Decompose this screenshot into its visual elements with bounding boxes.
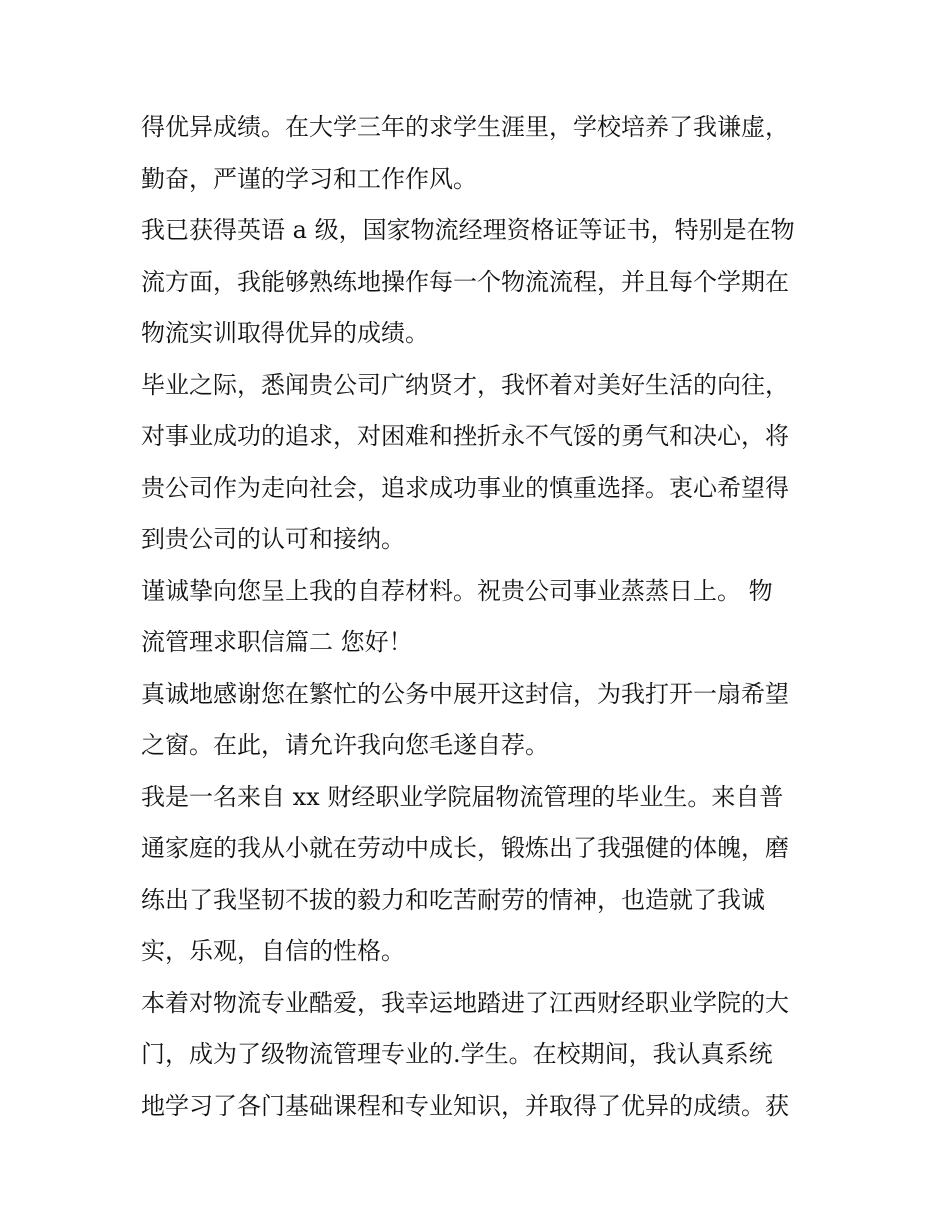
text-line: 勤奋，严谨的学习和工作作风。 [141, 164, 477, 193]
text-line: 真诚地感谢您在繁忙的公务中展开这封信，为我打开一扇希望 [141, 679, 789, 708]
text-line: 我是一名来自 xx 财经职业学院届物流管理的毕业生。来自普 [141, 782, 784, 811]
text-line: 谨诚挚向您呈上我的自荐材料。祝贵公司事业蒸蒸日上。 物 [141, 576, 773, 605]
text-line: 物流实训取得优异的成绩。 [141, 319, 429, 347]
text-line: 毕业之际，悉闻贵公司广纳贤才，我怀着对美好生活的向往， [141, 370, 789, 399]
text-line: 实，乐观，自信的性格。 [141, 937, 405, 965]
body-text [141, 102, 821, 1132]
text-line: 流管理求职信篇二 您好！ [141, 628, 413, 656]
text-line: 门，成为了级物流管理专业的.学生。在校期间，我认真系统 [141, 1040, 773, 1068]
text-line: 对事业成功的追求，对困难和挫折永不气馁的勇气和决心，将 [141, 422, 789, 450]
text-line: 我已获得英语 a 级，国家物流经理资格证等证书，特别是在物 [141, 216, 795, 244]
text-line: 到贵公司的认可和接纳。 [141, 525, 405, 553]
text-line: 得优异成绩。在大学三年的求学生涯里，学校培养了我谦虚， [141, 113, 789, 141]
text-line: 之窗。在此，请允许我向您毛遂自荐。 [141, 731, 549, 759]
text-line: 本着对物流专业酷爱，我幸运地踏进了江西财经职业学院的大 [141, 988, 789, 1017]
text-line: 练出了我坚韧不拔的毅力和吃苦耐劳的情神，也造就了我诚 [141, 885, 765, 914]
text-line: 流方面，我能够熟练地操作每一个物流流程，并且每个学期在 [141, 267, 789, 296]
text-line: 贵公司作为走向社会，追求成功事业的慎重选择。衷心希望得 [141, 473, 789, 502]
text-line: 地学习了各门基础课程和专业知识，并取得了优异的成绩。获 [141, 1091, 789, 1120]
text-line: 通家庭的我从小就在劳动中成长，锻炼出了我强健的体魄，磨 [141, 834, 789, 862]
